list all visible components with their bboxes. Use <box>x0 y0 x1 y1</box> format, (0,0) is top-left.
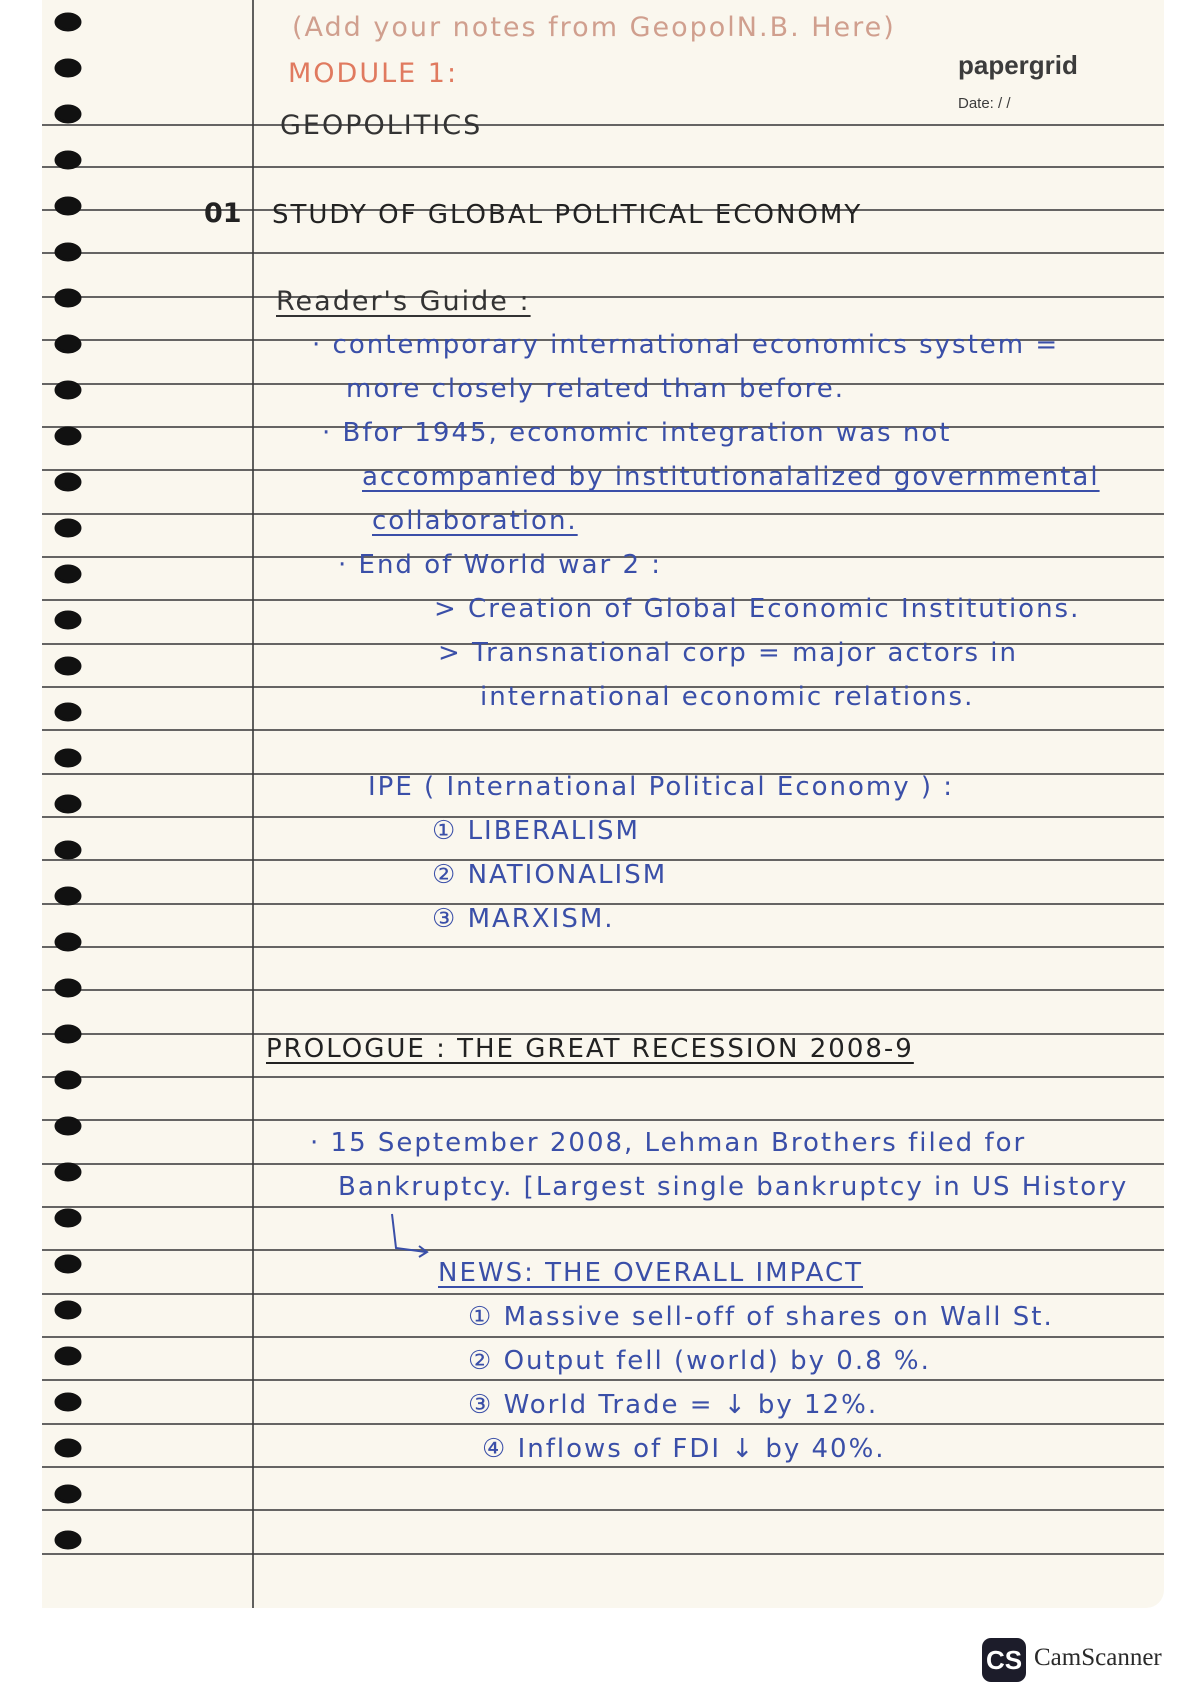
papergrid-logo: papergrid <box>958 50 1078 80</box>
note-instruction: (Add your notes from GeopolN.B. Here) <box>292 12 896 43</box>
prologue-heading: PROLOGUE : THE GREAT RECESSION 2008-9 <box>266 1034 914 1064</box>
spiral-binding <box>42 0 90 1608</box>
guide-line: · End of World war 2 : <box>338 550 663 580</box>
ipe-item: ② NATIONALISM <box>432 860 668 890</box>
guide-line: more closely related than before. <box>346 374 845 404</box>
prologue-line: Bankruptcy. [Largest single bankruptcy in US History <box>338 1172 1129 1202</box>
guide-line: > Transnational corp = major actors in <box>438 638 1018 668</box>
guide-line: accompanied by institutionalalized governmental <box>362 462 1100 492</box>
prologue-line: · 15 September 2008, Lehman Brothers filed for <box>310 1128 1027 1158</box>
impact-item: ② Output fell (world) by 0.8 %. <box>468 1346 931 1376</box>
camscanner-logo-icon: CS <box>982 1638 1026 1682</box>
guide-line: collaboration. <box>372 506 578 536</box>
guide-line: · contemporary international economics system = <box>312 330 1060 360</box>
impact-item: ③ World Trade = ↓ by 12%. <box>468 1390 879 1420</box>
guide-line: · Bfor 1945, economic integration was not <box>322 418 952 448</box>
section-title: STUDY OF GLOBAL POLITICAL ECONOMY <box>272 200 863 230</box>
guide-line: international economic relations. <box>480 682 975 712</box>
readers-guide-heading: Reader's Guide : <box>276 286 531 317</box>
margin-line <box>252 0 254 1608</box>
arrow-icon <box>386 1212 432 1260</box>
ipe-item: ③ MARXISM. <box>432 904 615 934</box>
camscanner-wordmark: CamScanner <box>1034 1644 1162 1671</box>
impact-item: ④ Inflows of FDI ↓ by 40%. <box>482 1434 886 1464</box>
module-label: MODULE 1: <box>288 58 459 89</box>
ipe-heading: IPE ( International Political Economy ) : <box>368 772 955 802</box>
ipe-item: ① LIBERALISM <box>432 816 640 846</box>
subject-title: GEOPOLITICS <box>280 110 483 141</box>
guide-line: > Creation of Global Economic Institutions. <box>434 594 1081 624</box>
impact-item: ① Massive sell-off of shares on Wall St. <box>468 1302 1054 1332</box>
date-field: Date: / / <box>958 95 1011 112</box>
section-number: 01 <box>204 198 242 229</box>
news-heading: NEWS: THE OVERALL IMPACT <box>438 1258 863 1288</box>
